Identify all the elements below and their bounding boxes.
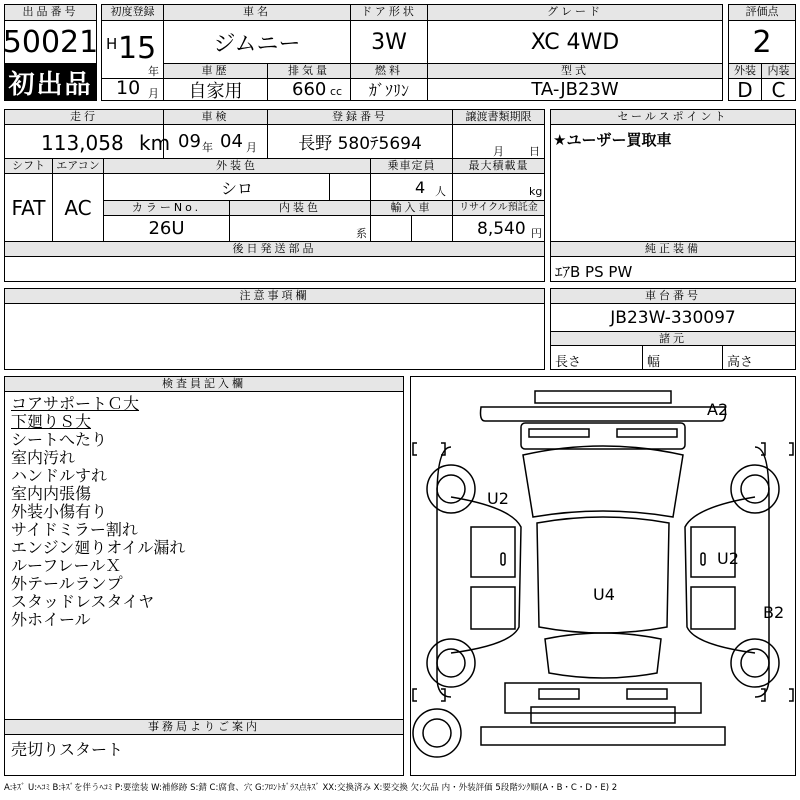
car-diagram: [410, 376, 796, 776]
transfer-day-unit: 日: [529, 145, 540, 158]
int-score-header: 内装: [761, 63, 796, 79]
capacity-cell: [370, 173, 453, 201]
grade: XC 4WD: [427, 20, 723, 64]
shift-header: シフト: [4, 158, 53, 174]
mileage-unit: km: [139, 131, 171, 155]
mileage-value: 113,058: [41, 131, 124, 155]
sales-point-text: ★ユーザー買取車: [553, 131, 672, 149]
inspection-header: 車検: [163, 109, 268, 125]
inspection-cell: [163, 124, 268, 159]
car-name: ジムニー: [163, 20, 351, 64]
plate-number: 長野 580ﾃ5694: [267, 124, 453, 159]
aircon-header: エアコン: [52, 158, 104, 174]
inspector-line: サイドミラー割れ: [11, 520, 138, 539]
inspector-line: 下廻りＳ大: [11, 412, 92, 431]
inspector-box: [4, 391, 404, 720]
inspector-header: 検査員記入欄: [4, 376, 404, 392]
grade-header: グレード: [427, 4, 723, 21]
inspector-line: 室内内張傷: [11, 484, 92, 503]
lot-number: 50021: [4, 20, 97, 64]
recycle-header: リサイクル預託金: [452, 200, 545, 216]
model-header: 型式: [427, 63, 723, 79]
legend-text: A:ｷｽﾞ U:ﾍｺﾐ B:ｷｽﾞを伴うﾍｺﾐ P:要塗装 W:補修跡 S:錆 C:腐食、穴 G:ﾌﾛﾝﾄｶﾞﾗｽ点ｷｽﾞ XX:交換済み X:要交換 欠:欠品 内・外装評価 5段階ﾗﾝｸ順(A・B・C・D・E) 2: [4, 783, 618, 793]
sales-point-header: セールスポイント: [550, 109, 796, 125]
spec-height-cell: [722, 345, 796, 370]
mileage-cell: [4, 124, 171, 159]
spec-length-label: 長さ: [555, 355, 582, 370]
spec-length-cell: [550, 345, 643, 370]
ext-score-header: 外装: [728, 63, 762, 79]
damage-mark-u2-left: U2: [487, 489, 509, 508]
capacity-header: 乗車定員: [370, 158, 453, 174]
office-box: [4, 734, 404, 776]
first-reg-era: H: [106, 35, 118, 53]
notes-box: [4, 303, 545, 370]
damage-mark-u2-right: U2: [717, 549, 739, 568]
score-header: 評価点: [728, 4, 796, 21]
damage-mark-a2: A2: [707, 400, 729, 419]
inspector-line: 外テールランプ: [11, 574, 123, 593]
door-header: ドア形状: [350, 4, 428, 21]
color-no: 26U: [103, 215, 230, 242]
later-parts-header: 後日発送部品: [4, 241, 545, 257]
first-reg-year-unit: 年: [148, 65, 159, 78]
inspector-line: ハンドルすれ: [11, 466, 108, 485]
office-text: 売切りスタート: [11, 740, 124, 759]
plate-header: 登録番号: [267, 109, 453, 125]
notes-header: 注意事項欄: [4, 288, 545, 304]
ext-color-sub-cell: [329, 173, 371, 201]
equipment-value: ｴｱB PS PW: [555, 263, 633, 281]
specs-header: 諸元: [550, 331, 796, 346]
displacement-cell: [267, 78, 351, 101]
ext-color-header: 外装色: [103, 158, 371, 174]
ext-score: D: [728, 78, 762, 101]
equipment-header: 純正装備: [550, 241, 796, 257]
inspector-line: エンジン廻りオイル漏れ: [11, 538, 186, 557]
import-header: 輸入車: [370, 200, 453, 216]
recycle-value: 8,540: [477, 219, 526, 239]
int-color-unit: 系: [356, 227, 367, 240]
load-cell: [452, 173, 545, 201]
capacity-unit: 人: [435, 185, 446, 198]
displacement-header: 排気量: [267, 63, 351, 79]
first-reg-month: 10: [116, 77, 141, 99]
color-no-header: カラーNo.: [103, 200, 230, 216]
spec-height-label: 高さ: [727, 355, 754, 370]
damage-mark-b2: B2: [763, 603, 785, 622]
ext-color: シロ: [103, 173, 371, 201]
int-score: C: [761, 78, 796, 101]
transfer-header: 譲渡書類期限: [452, 109, 545, 125]
equipment-box: [550, 256, 796, 282]
lot-header: 出品番号: [4, 4, 97, 21]
spec-width-cell: [642, 345, 723, 370]
import-cell-b: [411, 215, 453, 242]
first-reg-month-cell: [101, 78, 164, 101]
inspection-month-unit: 月: [246, 141, 257, 154]
import-cell-a: [370, 215, 412, 242]
fuel-header: 燃料: [350, 63, 428, 79]
aircon-value: AC: [52, 173, 104, 242]
recycle-cell: [452, 215, 545, 242]
overall-score: 2: [728, 20, 796, 64]
capacity-value: 4: [415, 178, 426, 197]
model-code: TA-JB23W: [427, 78, 723, 101]
recycle-unit: 円: [531, 227, 542, 240]
shift-value: FAT: [4, 173, 53, 242]
sales-point-box: [550, 124, 796, 242]
inspection-year-unit: 年: [202, 141, 213, 154]
car-name-header: 車名: [163, 4, 351, 21]
first-listing-badge: 初出品: [4, 63, 97, 101]
office-header: 事務局よりご案内: [4, 719, 404, 735]
car-outline-icon: [411, 377, 795, 775]
inspection-month: 04: [220, 131, 243, 152]
history-header: 車歴: [163, 63, 268, 79]
chassis-number: JB23W-330097: [550, 303, 796, 332]
vehicle-history: 自家用: [163, 78, 268, 101]
load-header: 最大積載量: [452, 158, 545, 174]
damage-mark-u4: U4: [593, 585, 615, 604]
transfer-month-unit: 月: [493, 145, 504, 158]
inspection-year: 09: [178, 131, 201, 152]
displacement-unit: cc: [330, 85, 343, 98]
transfer-cell: [452, 124, 545, 159]
spec-width-label: 幅: [647, 355, 661, 370]
inspector-line: スタッドレスタイヤ: [11, 592, 155, 611]
inspector-line: 室内汚れ: [11, 448, 76, 467]
load-unit: kg: [529, 185, 543, 198]
int-color-header: 内装色: [229, 200, 371, 216]
displacement-value: 660: [292, 79, 327, 100]
door-type: 3W: [350, 20, 428, 64]
inspector-line: 外ホイール: [11, 610, 91, 629]
first-reg-year-cell: [101, 20, 164, 79]
inspector-line: 外装小傷有り: [11, 502, 108, 521]
inspector-line: コアサポートＣ大: [11, 394, 140, 413]
later-parts-box: [4, 256, 545, 282]
first-reg-header: 初度登録: [101, 4, 164, 21]
first-reg-month-unit: 月: [148, 87, 159, 100]
inspector-line: シートへたり: [11, 430, 108, 449]
inspector-line: ルーフレールＸ: [11, 556, 122, 575]
mileage-header: 走行: [4, 109, 164, 125]
fuel-type: ｶﾞｿﾘﾝ: [350, 78, 428, 101]
first-reg-year: 15: [118, 31, 157, 66]
chassis-header: 車台番号: [550, 288, 796, 304]
int-color-cell: [229, 215, 371, 242]
